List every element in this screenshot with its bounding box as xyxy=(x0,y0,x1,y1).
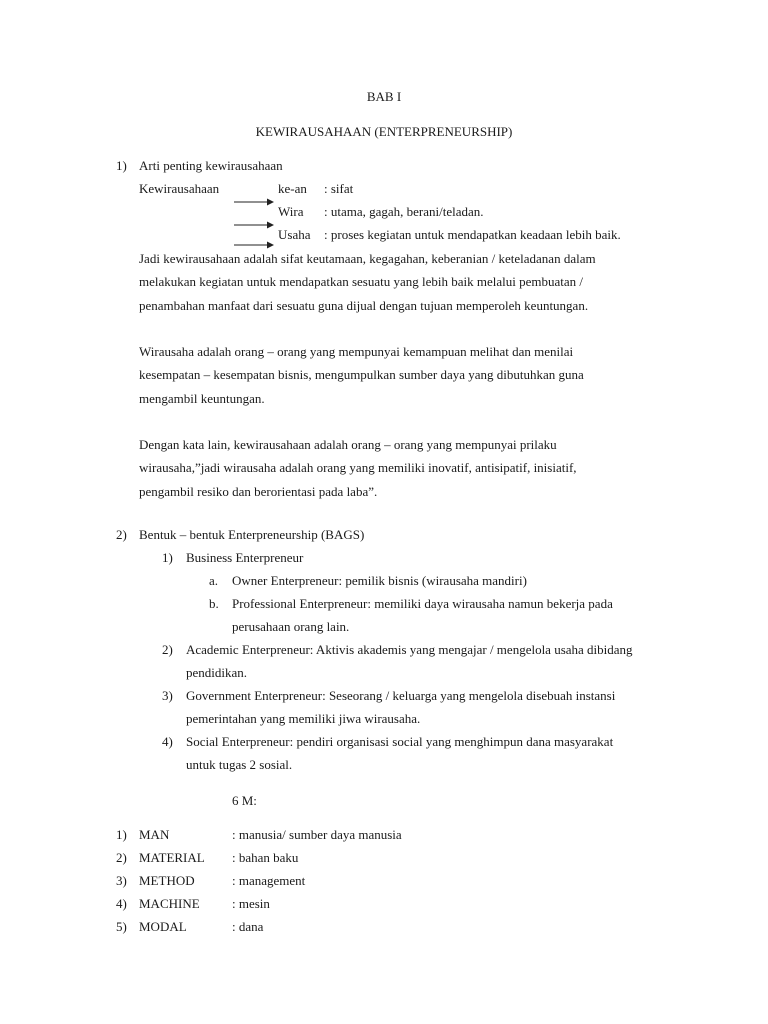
section-2-number: 2) xyxy=(116,527,127,542)
sublist-letter: a. xyxy=(209,573,219,588)
paragraph-line: mengambil keuntungan. xyxy=(139,390,265,406)
paragraph-line: Wirausaha adalah orang – orang yang mempunyai kemampuan melihat dan menilai xyxy=(139,344,574,359)
breakdown-part-wira: Wira xyxy=(278,204,304,219)
six-m-description: : management xyxy=(232,873,306,888)
paragraph-line: perusahaan orang lain. xyxy=(232,619,350,635)
paragraph-line: Government Enterpreneur: Seseorang / keluarga yang mengelola disebuah instansi xyxy=(186,688,616,703)
term-kewirausahaan: Kewirausahaan xyxy=(139,181,220,196)
list-item-number: 4) xyxy=(162,734,173,749)
sublist-item-owner: Owner Enterpreneur: pemilik bisnis (wirausaha mandiri) xyxy=(232,573,527,588)
paragraph-line: kesempatan – kesempatan bisnis, mengumpulkan sumber daya yang dibutuhkan guna xyxy=(139,367,584,383)
six-m-term: MAN xyxy=(139,827,170,842)
paragraph-line: pemerintahan yang memiliki jiwa wirausaha. xyxy=(186,711,421,727)
list-item-number: 5) xyxy=(116,919,127,934)
paragraph-line: Social Enterpreneur: pendiri organisasi social yang menghimpun dana masyarakat xyxy=(186,734,614,749)
sublist-item-professional xyxy=(232,592,674,639)
breakdown-part-usaha: Usaha xyxy=(278,227,311,242)
list-item-business-enterpreneur: Business Enterpreneur xyxy=(186,550,304,565)
six-m-description: : mesin xyxy=(232,896,270,911)
list-item-government xyxy=(186,684,674,731)
chapter-label: BAB I xyxy=(366,89,402,104)
paragraph-line: Academic Enterpreneur: Aktivis akademis yang mengajar / mengelola usaha dibidang xyxy=(186,642,633,657)
six-m-term: MATERIAL xyxy=(139,850,205,865)
section-1-heading: Arti penting kewirausahaan xyxy=(139,158,283,173)
paragraph-line: penambahan manfaat dari sesuatu guna dijual dengan tujuan memperoleh keuntungan. xyxy=(139,297,589,313)
list-item-number: 3) xyxy=(116,873,127,888)
six-m-description: : bahan baku xyxy=(232,850,299,865)
paragraph-kata-lain xyxy=(139,433,674,503)
arrow-icon xyxy=(234,220,274,230)
page-title: KEWIRAUSAHAAN (ENTERPRENEURSHIP) xyxy=(255,124,513,139)
list-item-number: 1) xyxy=(116,827,127,842)
list-item-number: 4) xyxy=(116,896,127,911)
list-item-number: 3) xyxy=(162,688,173,703)
paragraph-line: Jadi kewirausahaan adalah sifat keutamaan, kegagahan, keberanian / keteladanan dalam xyxy=(139,251,596,266)
six-m-term: METHOD xyxy=(139,873,195,888)
six-m-heading: 6 M: xyxy=(232,793,257,808)
breakdown-meaning-usaha: : proses kegiatan untuk mendapatkan keadaan lebih baik. xyxy=(324,227,621,242)
six-m-term: MACHINE xyxy=(139,896,200,911)
paragraph-wirausaha xyxy=(139,340,674,410)
breakdown-part-kean: ke-an xyxy=(278,181,307,196)
list-item-number: 1) xyxy=(162,550,173,565)
breakdown-meaning-wira: : utama, gagah, berani/teladan. xyxy=(324,204,484,219)
list-item-academic xyxy=(186,638,674,685)
six-m-description: : dana xyxy=(232,919,264,934)
breakdown-meaning-kean: : sifat xyxy=(324,181,354,196)
paragraph-line: wirausaha,”jadi wirausaha adalah orang yang memiliki inovatif, antisipatif, inisiatif, xyxy=(139,460,577,476)
paragraph-definition xyxy=(139,247,674,317)
list-item-number: 2) xyxy=(162,642,173,657)
paragraph-line: Dengan kata lain, kewirausahaan adalah orang – orang yang mempunyai prilaku xyxy=(139,437,557,452)
arrow-icon xyxy=(234,197,274,207)
section-1-number: 1) xyxy=(116,158,127,173)
six-m-description: : manusia/ sumber daya manusia xyxy=(232,827,402,842)
section-2-heading: Bentuk – bentuk Enterpreneurship (BAGS) xyxy=(139,527,365,542)
paragraph-line: pendidikan. xyxy=(186,665,248,681)
list-item-social xyxy=(186,730,674,777)
list-item-number: 2) xyxy=(116,850,127,865)
paragraph-line: Professional Enterpreneur: memiliki daya wirausaha namun bekerja pada xyxy=(232,596,613,611)
paragraph-line: melakukan kegiatan untuk mendapatkan sesuatu yang lebih baik melalui pembuatan / xyxy=(139,274,584,290)
paragraph-line: pengambil resiko dan berorientasi pada laba”. xyxy=(139,483,378,499)
paragraph-line: untuk tugas 2 sosial. xyxy=(186,757,293,773)
sublist-letter: b. xyxy=(209,596,219,611)
six-m-term: MODAL xyxy=(139,919,187,934)
